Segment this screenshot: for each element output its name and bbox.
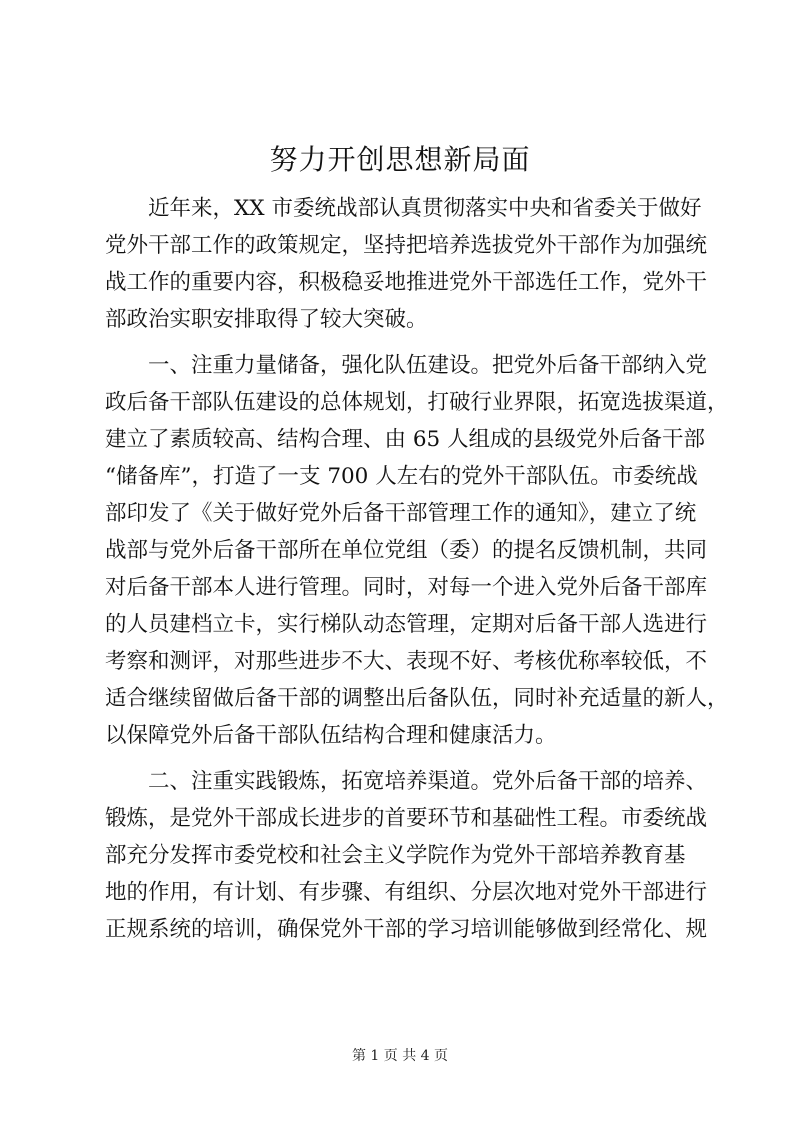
paragraph-line: 部充分发挥市委党校和社会主义学院作为党外干部培养教育基	[105, 843, 686, 868]
paragraph-line: 近年来，XX 市委统战部认真贯彻落实中央和省委关于做好	[148, 196, 702, 221]
paragraph-line: “储备库”，打造了一支 700 人左右的党外干部队伍。市委统战	[105, 464, 698, 489]
paragraph-2	[105, 347, 729, 754]
paragraph-line: 战工作的重要内容，积极稳妥地推进党外干部选任工作，党外干	[105, 270, 708, 295]
paragraph-line: 建立了素质较高、结构合理、由 65 人组成的县级党外后备干部	[105, 427, 706, 452]
paragraph-line: 锻炼，是党外干部成长进步的首要环节和基础性工程。市委统战	[105, 806, 708, 831]
paragraph-line: 政后备干部队伍建设的总体规划，打破行业界限，拓宽选拔渠道，	[105, 390, 729, 415]
paragraph-line: 地的作用，有计划、有步骤、有组织、分层次地对党外干部进行	[105, 880, 708, 905]
paragraph-line: 正规系统的培训，确保党外干部的学习培训能够做到经常化、规	[105, 917, 708, 942]
paragraph-1	[105, 190, 708, 338]
paragraph-line: 二、注重实践锻炼，拓宽培养渠道。党外后备干部的培养、	[148, 769, 708, 794]
page-footer: 第 1 页 共 4 页	[351, 1048, 449, 1064]
paragraph-line: 以保障党外后备干部队伍结构合理和健康活力。	[105, 723, 557, 748]
paragraph-line: 党外干部工作的政策规定，坚持把培养选拔党外干部作为加强统	[105, 233, 708, 258]
document-body	[105, 190, 729, 948]
paragraph-line: 一、注重力量储备，强化队伍建设。把党外后备干部纳入党	[148, 353, 708, 378]
paragraph-line: 对后备干部本人进行管理。同时，对每一个进入党外后备干部库	[105, 575, 708, 600]
paragraph-line: 的人员建档立卡，实行梯队动态管理，定期对后备干部人选进行	[105, 612, 708, 637]
paragraph-line: 部政治实职安排取得了较大突破。	[105, 307, 428, 332]
paragraph-3	[105, 763, 708, 948]
paragraph-line: 考察和测评，对那些进步不大、表现不好、考核优称率较低，不	[105, 649, 708, 674]
paragraph-line: 部印发了《关于做好党外后备干部管理工作的通知》，建立了统	[105, 501, 697, 526]
document-title: 努力开创思想新局面	[269, 143, 531, 176]
paragraph-line: 适合继续留做后备干部的调整出后备队伍，同时补充适量的新人，	[105, 686, 729, 711]
paragraph-line: 战部与党外后备干部所在单位党组（委）的提名反馈机制，共同	[105, 538, 708, 563]
